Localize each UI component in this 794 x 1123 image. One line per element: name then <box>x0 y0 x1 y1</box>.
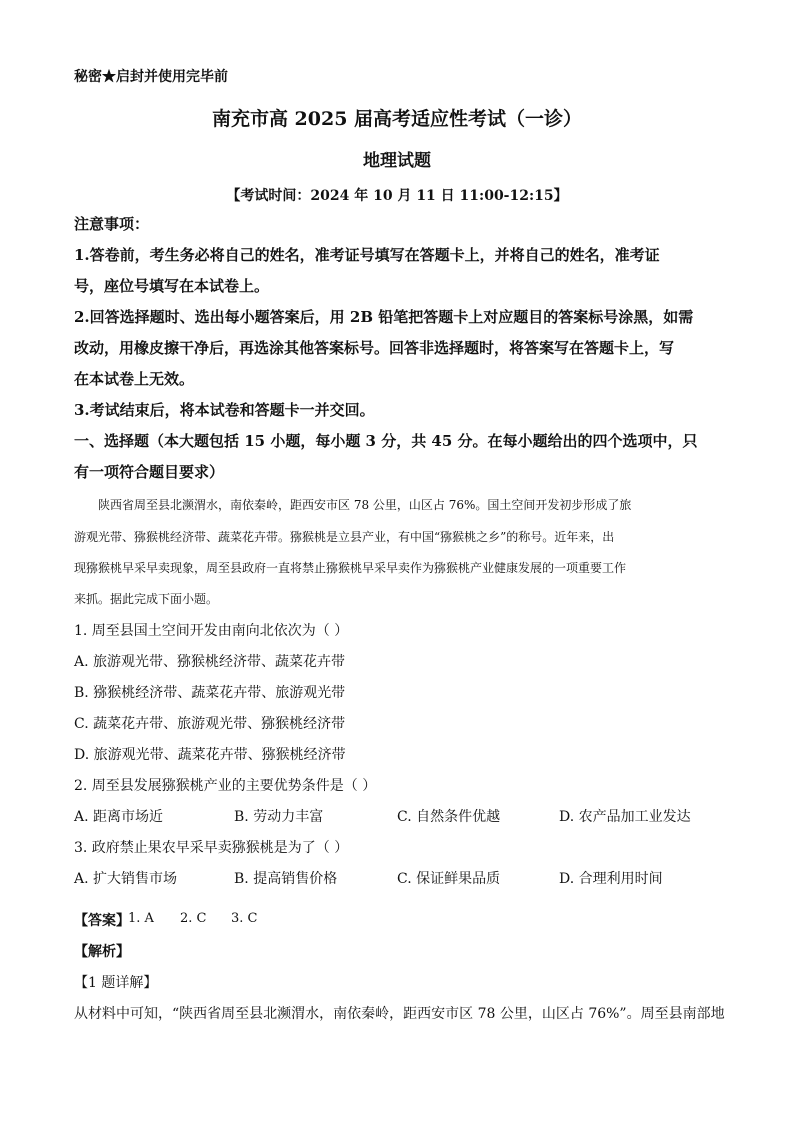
question-1-option-a: A. 旅游观光带、猕猴桃经济带、蔬菜花卉带 <box>74 654 346 670</box>
material-line: 来抓。据此完成下面小题。 <box>74 592 219 606</box>
question-3-stem: 3. 政府禁止果农早采早卖猕猴桃是为了（ ） <box>74 840 349 856</box>
question-1-stem: 1. 周至县国土空间开发由南向北依次为（ ） <box>74 623 349 639</box>
answer-label: 【答案】 <box>74 913 130 929</box>
question-2-stem: 2. 周至县发展猕猴桃产业的主要优势条件是（ ） <box>74 778 377 794</box>
question-1-option-d: D. 旅游观光带、蔬菜花卉带、猕猴桃经济带 <box>74 747 346 763</box>
answer-value: 3. C <box>231 911 258 926</box>
secret-label: 秘密★启封并使用完毕前 <box>74 69 228 85</box>
answer-value: 1. A <box>128 911 154 926</box>
question-3-option-c: C. 保证鲜果品质 <box>397 871 501 887</box>
notes-line: 1.答卷前，考生务必将自己的姓名，准考证号填写在答题卡上，并将自己的姓名，准考证 <box>74 246 660 264</box>
detail-label: 【1 题详解】 <box>74 975 158 991</box>
notes-line: 改动，用橡皮擦干净后，再选涂其他答案标号。回答非选择题时，将答案写在答题卡上，写 <box>74 339 675 357</box>
question-1-option-c: C. 蔬菜花卉带、旅游观光带、猕猴桃经济带 <box>74 716 346 732</box>
material-line: 陕西省周至县北濒渭水，南依秦岭，距西安市区 78 公里，山区占 76%。国土空间开发初步形成了旅 <box>98 498 632 512</box>
answer-value: 2. C <box>180 911 207 926</box>
material-line: 游观光带、猕猴桃经济带、蔬菜花卉带。猕猴桃是立县产业，有中国“猕猴桃之乡”的称号。近年来，出 <box>74 530 615 544</box>
material-line: 现猕猴桃早采早卖现象，周至县政府一直将禁止猕猴桃早采早卖作为猕猴桃产业健康发展的一项重要工作 <box>74 561 627 575</box>
question-2-option-c: C. 自然条件优越 <box>397 809 501 825</box>
exam-time: 【考试时间：2024 年 10 月 11 日 11:00-12:15】 <box>226 188 568 204</box>
analysis-label: 【解析】 <box>74 944 130 960</box>
notes-line: 3.考试结束后，将本试卷和答题卡一并交回。 <box>74 401 375 419</box>
question-1-option-b: B. 猕猴桃经济带、蔬菜花卉带、旅游观光带 <box>74 685 346 701</box>
section-heading: 一、选择题（本大题包括 15 小题，每小题 3 分，共 45 分。在每小题给出的四个选项中，只 <box>74 432 698 450</box>
question-3-option-b: B. 提高销售价格 <box>234 871 338 887</box>
question-2-option-d: D. 农产品加工业发达 <box>559 809 691 825</box>
question-2-option-a: A. 距离市场近 <box>74 809 164 825</box>
question-2-option-b: B. 劳动力丰富 <box>234 809 324 825</box>
notes-heading: 注意事项： <box>74 215 150 233</box>
detail-text: 从材料中可知，“陕西省周至县北濒渭水，南依秦岭，距西安市区 78 公里，山区占 76%”。周至县南部地 <box>74 1006 725 1022</box>
section-heading-cont: 有一项符合题目要求） <box>74 463 225 481</box>
notes-line: 号，座位号填写在本试卷上。 <box>74 277 270 295</box>
question-3-option-d: D. 合理利用时间 <box>559 871 663 887</box>
question-3-option-a: A. 扩大销售市场 <box>74 871 178 887</box>
notes-line: 2.回答选择题时、选出每小题答案后，用 2B 铅笔把答题卡上对应题目的答案标号涂黑，如需 <box>74 308 694 326</box>
exam-title: 南充市高 2025 届高考适应性考试（一诊） <box>211 108 583 130</box>
exam-subtitle: 地理试题 <box>363 151 431 171</box>
notes-line: 在本试卷上无效。 <box>74 370 195 388</box>
